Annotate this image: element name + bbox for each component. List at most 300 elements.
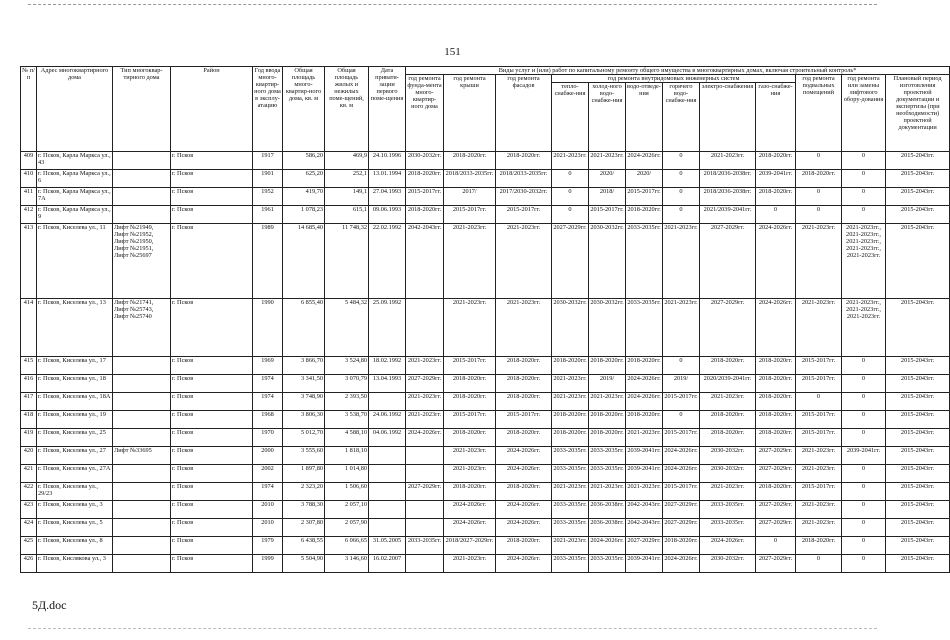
elevator-cell: 0 xyxy=(842,188,886,206)
elevator-cell: 0 xyxy=(842,465,886,483)
district-cell: г. Псков xyxy=(171,411,253,429)
gas-cell: 2018-2020гг. xyxy=(756,152,796,170)
table-row xyxy=(21,555,950,573)
sewer-cell: 2015-2017гг. xyxy=(626,188,663,206)
living-area-cell: 252,1 xyxy=(325,170,369,188)
building-type-cell xyxy=(113,206,171,224)
col-electric-header: электро-снабжения xyxy=(700,83,756,152)
electric-cell: 2021/2039-2041гг. xyxy=(700,206,756,224)
privatization-date-cell: 18.02.1992 xyxy=(369,357,406,375)
table-row xyxy=(21,393,950,411)
hot-water-cell: 2018-2020гг. xyxy=(663,537,700,555)
district-cell: г. Псков xyxy=(171,188,253,206)
facade-cell: 2021-2023гг. xyxy=(496,224,552,299)
basement-cell: 2021-2023гг. xyxy=(796,519,842,537)
cold-water-cell: 2036-2038гг. xyxy=(589,519,626,537)
electric-cell: 2021-2023гг. xyxy=(700,483,756,501)
heat-cell: 2021-2023гг. xyxy=(552,393,589,411)
col-num-header: № п/п xyxy=(21,67,37,152)
district-cell: г. Псков xyxy=(171,429,253,447)
heat-cell: 2021-2023гг. xyxy=(552,152,589,170)
basement-cell: 2015-2017гг. xyxy=(796,411,842,429)
roof-cell: 2021-2023гг. xyxy=(444,465,496,483)
sewer-cell: 2042-2043гг. xyxy=(626,519,663,537)
living-area-cell: 3 538,70 xyxy=(325,411,369,429)
total-area-cell: 3 341,50 xyxy=(283,375,325,393)
facade-cell: 2018-2020гг. xyxy=(496,483,552,501)
elevator-cell: 0 xyxy=(842,206,886,224)
planned-period-cell: 2015-2043гг. xyxy=(886,465,950,483)
facade-cell: 2018-2020гг. xyxy=(496,537,552,555)
year-cell: 1917 xyxy=(253,152,283,170)
basement-cell: 2021-2023гг. xyxy=(796,299,842,357)
heat-cell: 2021-2023гг. xyxy=(552,375,589,393)
facade-cell: 2024-2026гг. xyxy=(496,501,552,519)
privatization-date-cell: 13.01.1994 xyxy=(369,170,406,188)
cold-water-cell: 2015-2017гг. xyxy=(589,206,626,224)
roof-cell: 2018/2033-2035гг. xyxy=(444,170,496,188)
district-cell: г. Псков xyxy=(171,447,253,465)
sewer-cell: 2018-2020гг. xyxy=(626,206,663,224)
living-area-cell: 5 484,32 xyxy=(325,299,369,357)
cold-water-cell: 2036-2038гг. xyxy=(589,501,626,519)
address-cell: г. Псков, Киселева ул., 18А xyxy=(37,393,113,411)
cold-water-cell: 2019/ xyxy=(589,375,626,393)
hot-water-cell: 2021-2023гг. xyxy=(663,224,700,299)
facade-cell: 2018-2020гг. xyxy=(496,429,552,447)
table-row xyxy=(21,357,950,375)
roof-cell: 2015-2017гг. xyxy=(444,411,496,429)
facade-cell: 2018-2020гг. xyxy=(496,393,552,411)
address-cell: г. Псков, Киселева ул., 18 xyxy=(37,375,113,393)
electric-cell: 2030-2032гг. xyxy=(700,447,756,465)
privatization-date-cell: 31.05.2005 xyxy=(369,537,406,555)
foundation-cell: 2015-2017гг. xyxy=(406,188,444,206)
address-cell: г. Псков, Карла Маркса ул., 43 xyxy=(37,152,113,170)
table-row xyxy=(21,224,950,299)
cold-water-cell: 2033-2035гг. xyxy=(589,447,626,465)
privatization-date-cell: 27.04.1993 xyxy=(369,188,406,206)
basement-cell: 0 xyxy=(796,152,842,170)
col-basement-header: год ремонта подвальных помещений xyxy=(796,75,842,152)
electric-cell: 2018-2020гг. xyxy=(700,411,756,429)
electric-cell: 2018-2020гг. xyxy=(700,357,756,375)
hot-water-cell: 2027-2029гг. xyxy=(663,501,700,519)
foundation-cell: 2027-2029гг. xyxy=(406,375,444,393)
sewer-cell: 2039-2041гг. xyxy=(626,447,663,465)
foundation-cell xyxy=(406,555,444,573)
roof-cell: 2018-2020гг. xyxy=(444,483,496,501)
foundation-cell: 2021-2023гг. xyxy=(406,393,444,411)
privatization-date-cell xyxy=(369,447,406,465)
electric-cell: 2021-2023гг. xyxy=(700,152,756,170)
basement-cell: 0 xyxy=(796,555,842,573)
gas-cell: 2018-2020гг. xyxy=(756,429,796,447)
table-row xyxy=(21,152,950,170)
row-number: 410 xyxy=(21,170,37,188)
living-area-cell: 2 057,10 xyxy=(325,501,369,519)
sewer-cell: 2024-2026гг. xyxy=(626,393,663,411)
col-sewer-header: водо-отведе-ния xyxy=(626,83,663,152)
year-cell: 1999 xyxy=(253,555,283,573)
planned-period-cell: 2015-2043гг. xyxy=(886,206,950,224)
year-cell: 1961 xyxy=(253,206,283,224)
total-area-cell: 2 323,20 xyxy=(283,483,325,501)
roof-cell: 2021-2023гг. xyxy=(444,299,496,357)
district-cell: г. Псков xyxy=(171,393,253,411)
year-cell: 1968 xyxy=(253,411,283,429)
heat-cell: 2018-2020гг. xyxy=(552,357,589,375)
row-number: 418 xyxy=(21,411,37,429)
gas-cell: 2018-2020гг. xyxy=(756,393,796,411)
address-cell: г. Псков, Киселева ул., 25 xyxy=(37,429,113,447)
address-cell: г. Псков, Кисляковa ул., 3 xyxy=(37,555,113,573)
elevator-cell: 0 xyxy=(842,501,886,519)
col-living-area-header: Общая площадь жилых и нежилых поме-щений, кв. м xyxy=(325,67,369,152)
year-cell: 1974 xyxy=(253,375,283,393)
building-type-cell: Лифт №21949, Лифт №21952, Лифт №21950, Лифт №21951, Лифт №25697 xyxy=(113,224,171,299)
gas-cell: 2018-2020гг. xyxy=(756,375,796,393)
cold-water-cell: 2030-2032гг. xyxy=(589,299,626,357)
foundation-cell: 2018-2020гг. xyxy=(406,170,444,188)
address-cell: г. Псков, Киселева ул., 27А xyxy=(37,465,113,483)
basement-cell: 2021-2023гг. xyxy=(796,224,842,299)
building-type-cell xyxy=(113,429,171,447)
foundation-cell: 2021-2023гг. xyxy=(406,411,444,429)
total-area-cell: 1 078,23 xyxy=(283,206,325,224)
foundation-cell: 2021-2023гг. xyxy=(406,357,444,375)
cold-water-cell: 2033-2035гг. xyxy=(589,465,626,483)
footer-filename: 5Д.doc xyxy=(32,598,67,612)
sewer-cell: 2018-2020гг. xyxy=(626,357,663,375)
year-cell: 1989 xyxy=(253,224,283,299)
cold-water-cell: 2030-2032гг. xyxy=(589,224,626,299)
electric-cell: 2030-2032гг. xyxy=(700,555,756,573)
year-cell: 1901 xyxy=(253,170,283,188)
col-total-area-header: Общая площадь много-квартир-ного дома, кв. м xyxy=(283,67,325,152)
planned-period-cell: 2015-2043гг. xyxy=(886,447,950,465)
privatization-date-cell xyxy=(369,501,406,519)
planned-period-cell: 2015-2043гг. xyxy=(886,501,950,519)
sewer-cell: 2021-2023гг. xyxy=(626,483,663,501)
sewer-cell: 2039-2041гг. xyxy=(626,555,663,573)
district-cell: г. Псков xyxy=(171,152,253,170)
elevator-cell: 0 xyxy=(842,170,886,188)
facade-cell: 2024-2026гг. xyxy=(496,447,552,465)
sewer-cell: 2024-2026гг. xyxy=(626,152,663,170)
facade-cell: 2015-2017гг. xyxy=(496,206,552,224)
address-cell: г. Псков, Карла Маркса ул., 9 xyxy=(37,206,113,224)
hot-water-cell: 2024-2026гг. xyxy=(663,465,700,483)
row-number: 415 xyxy=(21,357,37,375)
district-cell: г. Псков xyxy=(171,555,253,573)
electric-cell: 2027-2029гг. xyxy=(700,224,756,299)
basement-cell: 2021-2023гг. xyxy=(796,447,842,465)
gas-cell: 2027-2029гг. xyxy=(756,447,796,465)
heat-cell: 0 xyxy=(552,188,589,206)
roof-cell: 2021-2023гг. xyxy=(444,224,496,299)
sewer-cell: 2024-2026гг. xyxy=(626,375,663,393)
roof-cell: 2024-2026гг. xyxy=(444,501,496,519)
foundation-cell xyxy=(406,465,444,483)
building-type-cell xyxy=(113,170,171,188)
building-type-cell xyxy=(113,357,171,375)
building-type-cell xyxy=(113,483,171,501)
district-cell: г. Псков xyxy=(171,465,253,483)
living-area-cell: 3 070,79 xyxy=(325,375,369,393)
table-row xyxy=(21,447,950,465)
district-cell: г. Псков xyxy=(171,170,253,188)
living-area-cell: 11 748,32 xyxy=(325,224,369,299)
roof-cell: 2015-2017гг. xyxy=(444,357,496,375)
bottom-dashed-rule xyxy=(28,628,877,629)
privatization-date-cell: 25.09.1992 xyxy=(369,299,406,357)
hot-water-cell: 2027-2029гг. xyxy=(663,519,700,537)
row-number: 417 xyxy=(21,393,37,411)
living-area-cell: 149,1 xyxy=(325,188,369,206)
roof-cell: 2021-2023гг. xyxy=(444,555,496,573)
privatization-date-cell xyxy=(369,465,406,483)
living-area-cell: 2 057,90 xyxy=(325,519,369,537)
hot-water-cell: 2015-2017гг. xyxy=(663,483,700,501)
basement-cell: 2015-2017гг. xyxy=(796,483,842,501)
row-number: 413 xyxy=(21,224,37,299)
living-area-cell: 2 393,50 xyxy=(325,393,369,411)
planned-period-cell: 2015-2043гг. xyxy=(886,483,950,501)
total-area-cell: 5 504,90 xyxy=(283,555,325,573)
row-number: 421 xyxy=(21,465,37,483)
privatization-date-cell: 04.06.1992 xyxy=(369,429,406,447)
privatization-date-cell: 24.06.1992 xyxy=(369,411,406,429)
building-type-cell xyxy=(113,375,171,393)
col-privatization-header: Дата привати-зации первого поме-щения xyxy=(369,67,406,152)
foundation-cell: 2027-2029гг. xyxy=(406,483,444,501)
total-area-cell: 625,20 xyxy=(283,170,325,188)
living-area-cell: 469,9 xyxy=(325,152,369,170)
gas-cell: 2018-2020гг. xyxy=(756,411,796,429)
hot-water-cell: 0 xyxy=(663,357,700,375)
foundation-cell xyxy=(406,299,444,357)
row-number: 409 xyxy=(21,152,37,170)
planned-period-cell: 2015-2043гг. xyxy=(886,537,950,555)
hot-water-cell: 0 xyxy=(663,170,700,188)
total-area-cell: 2 307,80 xyxy=(283,519,325,537)
heat-cell: 2033-2035гг. xyxy=(552,447,589,465)
foundation-cell xyxy=(406,519,444,537)
row-number: 425 xyxy=(21,537,37,555)
facade-cell: 2024-2026гг. xyxy=(496,555,552,573)
building-type-cell: Лифт №33695 xyxy=(113,447,171,465)
privatization-date-cell xyxy=(369,483,406,501)
table-row xyxy=(21,465,950,483)
gas-cell: 2027-2029гг. xyxy=(756,501,796,519)
foundation-cell: 2030-2032гг. xyxy=(406,152,444,170)
gas-cell: 2024-2026гг. xyxy=(756,224,796,299)
heat-cell: 2030-2032гг. xyxy=(552,299,589,357)
building-type-cell: Лифт №21741, Лифт №25743, Лифт №25740 xyxy=(113,299,171,357)
living-area-cell: 6 066,65 xyxy=(325,537,369,555)
roof-cell: 2018-2020гг. xyxy=(444,152,496,170)
roof-cell: 2018-2020гг. xyxy=(444,393,496,411)
page-number: 151 xyxy=(444,46,461,58)
basement-cell: 2015-2017гг. xyxy=(796,357,842,375)
year-cell: 1974 xyxy=(253,393,283,411)
gas-cell: 2018-2020гг. xyxy=(756,188,796,206)
col-heat-header: тепло-снабже-ния xyxy=(552,83,589,152)
year-cell: 2010 xyxy=(253,519,283,537)
address-cell: г. Псков, Киселева ул., 19 xyxy=(37,411,113,429)
facade-cell: 2024-2026гг. xyxy=(496,465,552,483)
foundation-cell: 2033-2035гг. xyxy=(406,537,444,555)
total-area-cell: 419,70 xyxy=(283,188,325,206)
roof-cell: 2015-2017гг. xyxy=(444,206,496,224)
building-type-cell xyxy=(113,465,171,483)
address-cell: г. Псков, Киселева ул., 5 xyxy=(37,519,113,537)
living-area-cell: 1 506,60 xyxy=(325,483,369,501)
elevator-cell: 0 xyxy=(842,393,886,411)
col-cold-water-header: холод-ного водо-снабже-ния xyxy=(589,83,626,152)
cold-water-cell: 2018-2020гг. xyxy=(589,357,626,375)
facade-cell: 2018/2033-2035гг. xyxy=(496,170,552,188)
table-row xyxy=(21,537,950,555)
col-roof-header: год ремонта крыши xyxy=(444,75,496,152)
basement-cell: 2021-2023гг. xyxy=(796,465,842,483)
cold-water-cell: 2021-2023гг. xyxy=(589,152,626,170)
cold-water-cell: 2024-2026гг. xyxy=(589,537,626,555)
table-row xyxy=(21,429,950,447)
basement-cell: 2021-2023гг. xyxy=(796,501,842,519)
systems-group-header: год ремонта внутридомовых инженерных систем xyxy=(552,75,796,83)
district-cell: г. Псков xyxy=(171,537,253,555)
facade-cell: 2015-2017гг. xyxy=(496,411,552,429)
total-area-cell: 6 438,55 xyxy=(283,537,325,555)
roof-cell: 2017/ xyxy=(444,188,496,206)
planned-period-cell: 2015-2043гг. xyxy=(886,299,950,357)
foundation-cell xyxy=(406,447,444,465)
address-cell: г. Псков, Киселева ул., 3 xyxy=(37,501,113,519)
electric-cell: 2018/2036-2038гг. xyxy=(700,188,756,206)
col-facade-header: год ремонта фасадов xyxy=(496,75,552,152)
cold-water-cell: 2021-2023гг. xyxy=(589,483,626,501)
foundation-cell: 2018-2020гг. xyxy=(406,206,444,224)
heat-cell: 2033-2035гг. xyxy=(552,555,589,573)
planned-period-cell: 2015-2043гг. xyxy=(886,188,950,206)
elevator-cell: 2021-2023гг., 2021-2023гг., 2021-2023гг., 2021-2023гг., 2021-2023гг. xyxy=(842,224,886,299)
district-cell: г. Псков xyxy=(171,483,253,501)
gas-cell: 2027-2029гг. xyxy=(756,519,796,537)
hot-water-cell: 2024-2026гг. xyxy=(663,555,700,573)
privatization-date-cell: 24.10.1996 xyxy=(369,152,406,170)
elevator-cell: 0 xyxy=(842,357,886,375)
hot-water-cell: 2021-2023гг. xyxy=(663,299,700,357)
address-cell: г. Псков, Киселева ул., 13 xyxy=(37,299,113,357)
facade-cell: 2017/2030-2032гг. xyxy=(496,188,552,206)
electric-cell: 2030-2032гг. xyxy=(700,465,756,483)
planned-period-cell: 2015-2043гг. xyxy=(886,519,950,537)
row-number: 424 xyxy=(21,519,37,537)
table-body xyxy=(21,152,950,573)
electric-cell: 2033-2035гг. xyxy=(700,501,756,519)
elevator-cell: 0 xyxy=(842,537,886,555)
sewer-cell: 2021-2023гг. xyxy=(626,429,663,447)
col-hot-water-header: горячего водо-снабже-ния xyxy=(663,83,700,152)
col-elevator-header: год ремонта или замены лифтового обору-дования xyxy=(842,75,886,152)
row-number: 416 xyxy=(21,375,37,393)
cold-water-cell: 2018-2020гг. xyxy=(589,411,626,429)
roof-cell: 2018-2020гг. xyxy=(444,429,496,447)
facade-cell: 2018-2020гг. xyxy=(496,357,552,375)
basement-cell: 2018-2020гг. xyxy=(796,537,842,555)
building-type-cell xyxy=(113,519,171,537)
elevator-cell: 0 xyxy=(842,429,886,447)
basement-cell: 0 xyxy=(796,206,842,224)
basement-cell: 2015-2017гг. xyxy=(796,429,842,447)
address-cell: г. Псков, Киселева ул., 29/23 xyxy=(37,483,113,501)
planned-period-cell: 2015-2043гг. xyxy=(886,411,950,429)
hot-water-cell: 2015-2017гг. xyxy=(663,429,700,447)
basement-cell: 0 xyxy=(796,393,842,411)
privatization-date-cell: 22.02.1992 xyxy=(369,224,406,299)
row-number: 426 xyxy=(21,555,37,573)
capital-repair-table xyxy=(20,66,950,573)
electric-cell: 2024-2026гг. xyxy=(700,537,756,555)
elevator-cell: 0 xyxy=(842,519,886,537)
planned-period-cell: 2015-2043гг. xyxy=(886,393,950,411)
elevator-cell: 0 xyxy=(842,152,886,170)
gas-cell: 2027-2029гг. xyxy=(756,555,796,573)
planned-period-cell: 2015-2043гг. xyxy=(886,555,950,573)
cold-water-cell: 2020/ xyxy=(589,170,626,188)
basement-cell: 2015-2017гг. xyxy=(796,375,842,393)
planned-period-cell: 2015-2043гг. xyxy=(886,170,950,188)
building-type-cell xyxy=(113,188,171,206)
table-row xyxy=(21,375,950,393)
year-cell: 1990 xyxy=(253,299,283,357)
district-cell: г. Псков xyxy=(171,299,253,357)
planned-period-cell: 2015-2043гг. xyxy=(886,375,950,393)
electric-cell: 2033-2035гг. xyxy=(700,519,756,537)
sewer-cell: 2039-2041гг. xyxy=(626,465,663,483)
building-type-cell xyxy=(113,411,171,429)
elevator-cell: 0 xyxy=(842,555,886,573)
elevator-cell: 2021-2023гг., 2021-2023гг., 2021-2023гг. xyxy=(842,299,886,357)
privatization-date-cell xyxy=(369,519,406,537)
gas-cell: 2024-2026гг. xyxy=(756,299,796,357)
total-area-cell: 5 012,70 xyxy=(283,429,325,447)
sewer-cell: 2033-2035гг. xyxy=(626,299,663,357)
living-area-cell: 1 014,80 xyxy=(325,465,369,483)
living-area-cell: 615,1 xyxy=(325,206,369,224)
col-foundation-header: год ремонта фунда-мента много-квартир-ного дома xyxy=(406,75,444,152)
heat-cell: 0 xyxy=(552,206,589,224)
table-row xyxy=(21,206,950,224)
gas-cell: 0 xyxy=(756,206,796,224)
electric-cell: 2020/2039-2041гг. xyxy=(700,375,756,393)
district-cell: г. Псков xyxy=(171,519,253,537)
planned-period-cell: 2015-2043гг. xyxy=(886,224,950,299)
year-cell: 2010 xyxy=(253,501,283,519)
year-cell: 1979 xyxy=(253,537,283,555)
building-type-cell xyxy=(113,555,171,573)
heat-cell: 2018-2020гг. xyxy=(552,411,589,429)
total-area-cell: 3 748,90 xyxy=(283,393,325,411)
electric-cell: 2021-2023гг. xyxy=(700,393,756,411)
roof-cell: 2018/2027-2029гг. xyxy=(444,537,496,555)
district-cell: г. Псков xyxy=(171,375,253,393)
heat-cell: 2021-2023гг. xyxy=(552,483,589,501)
hot-water-cell: 2024-2026гг. xyxy=(663,447,700,465)
year-cell: 1970 xyxy=(253,429,283,447)
